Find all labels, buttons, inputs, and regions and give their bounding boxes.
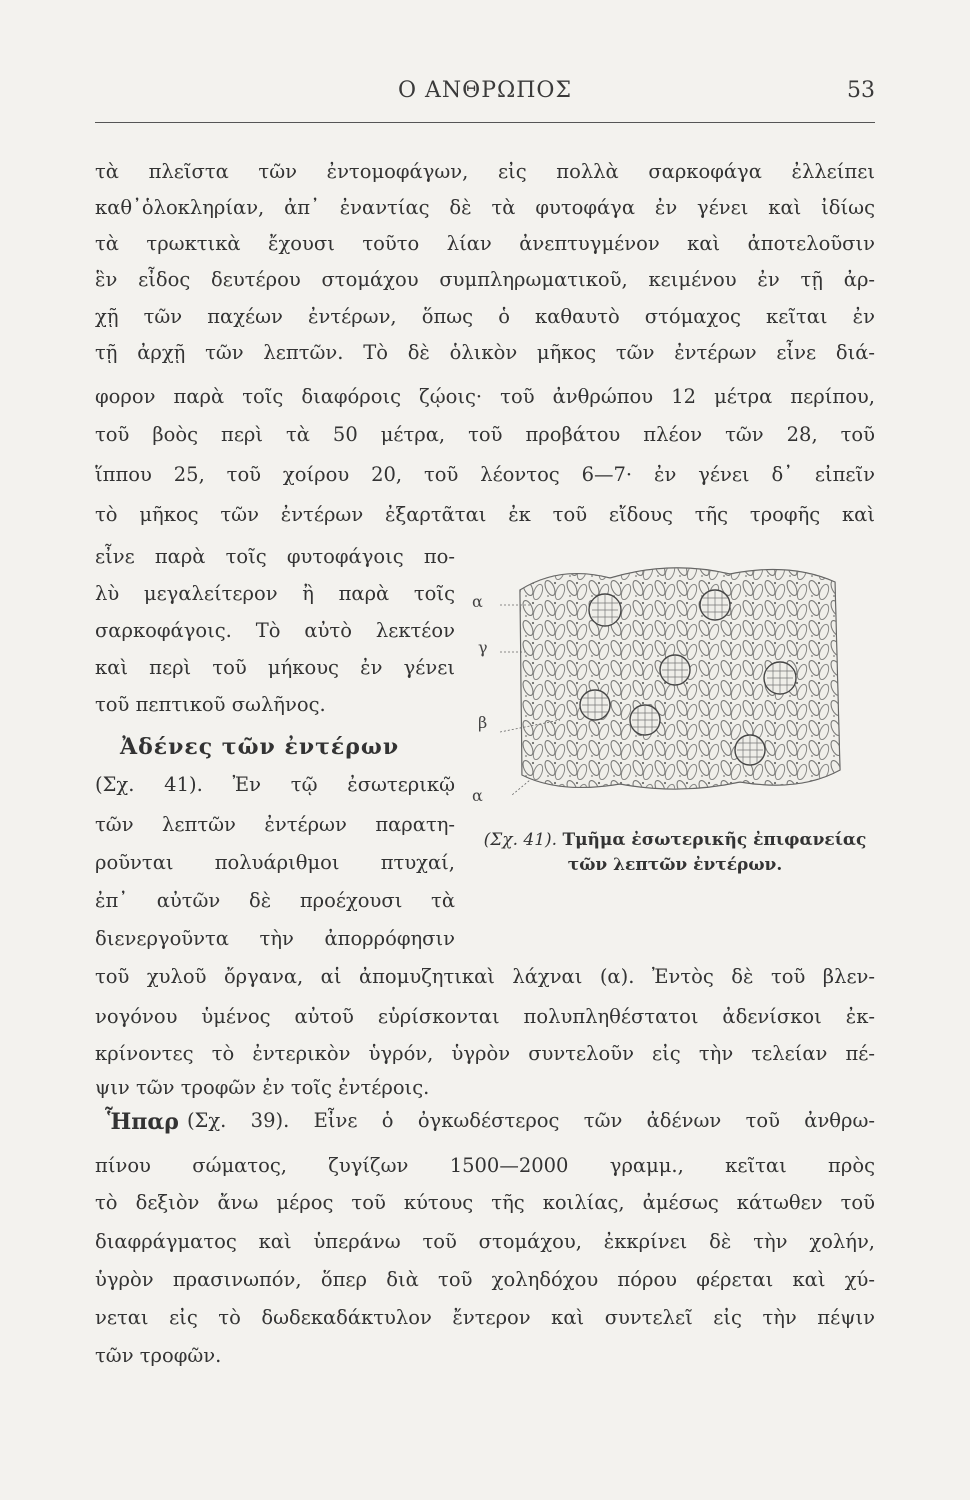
text-line: ἵππου 25, τοῦ χοίρου 20, τοῦ λέοντος 6—7· ἐν γένει δ᾽ εἰπεῖν — [95, 463, 875, 486]
text-line: χῇ τῶν παχέων ἐντέρων, ὅπως ὁ καθαυτὸ στόμαχος κεῖται ἐν — [95, 305, 875, 328]
hepar-heading: Ἧπαρ — [105, 1109, 179, 1135]
text-line: (Σχ. 41). Ἐν τῷ ἐσωτερικῷ — [95, 773, 455, 796]
text-line: διενεργοῦντα τὴν ἀπορρόφησιν — [95, 927, 455, 950]
running-title: Ο ΑΝΘΡΩΠΟΣ — [397, 78, 573, 103]
text-line: ὑγρὸν πρασινωπόν, ὅπερ διὰ τοῦ χοληδόχου πόρου φέρεται καὶ χύ- — [95, 1268, 875, 1291]
text-line: ροῦνται πολυάριθμοι πτυχαί, — [95, 851, 455, 874]
text-line: τὰ τρωκτικὰ ἔχουσι τοῦτο λίαν ἀνεπτυγμένον καὶ ἀποτελοῦσιν — [95, 232, 875, 255]
text-line: ἓν εἶδος δευτέρου στομάχου συμπληρωματικοῦ, κειμένου ἐν τῇ ἀρ- — [95, 268, 875, 291]
text-line: εἶνε παρὰ τοῖς φυτοφάγοις πο- — [95, 545, 455, 568]
running-head — [95, 78, 875, 108]
text-line: τὸ δεξιὸν ἄνω μέρος τοῦ κύτους τῆς κοιλίας, ἀμέσως κάτωθεν τοῦ — [95, 1191, 875, 1214]
text-line: νογόνου ὑμένος αὐτοῦ εὑρίσκονται πολυπληθέστατοι ἀδενίσκοι ἐκ- — [95, 1005, 875, 1028]
section-heading: Ἀδένες τῶν ἐντέρων — [120, 734, 400, 760]
caption-ref: (Σχ. 41). — [483, 830, 558, 850]
caption-text: Τμῆμα ἐσωτερικῆς ἐπιφανείας τῶν λεπτῶν ἐντέρων. — [562, 830, 867, 875]
page-number: 53 — [847, 78, 875, 103]
intestine-figure — [468, 548, 878, 808]
text-line: ἐπ᾽ αὐτῶν δὲ προέχουσι τὰ — [95, 889, 455, 912]
text-line: ψιν τῶν τροφῶν ἐν τοῖς ἐντέροις. — [95, 1076, 430, 1099]
text-line: τὰ πλεῖστα τῶν ἐντομοφάγων, εἰς πολλὰ σαρκοφάγα ἐλλείπει — [95, 160, 875, 183]
figure-label: α — [472, 786, 483, 805]
figure-label: α — [472, 592, 483, 611]
text-line: τῇ ἀρχῇ τῶν λεπτῶν. Τὸ δὲ ὁλικὸν μῆκος τῶν ἐντέρων εἶνε διά- — [95, 341, 875, 364]
text-line: (Σχ. 39). Εἶνε ὁ ὀγκωδέστερος τῶν ἀδένων τοῦ ἀνθρω- — [186, 1109, 875, 1132]
text-line: τοῦ χυλοῦ ὄργανα, αἱ ἀπομυζητικαὶ λάχναι (α). Ἐντὸς δὲ τοῦ βλεν- — [95, 965, 875, 988]
text-line: τοῦ πεπτικοῦ σωλῆνος. — [95, 693, 326, 716]
text-line: λὺ μεγαλείτερον ἢ παρὰ τοῖς — [95, 582, 455, 605]
header-rule — [95, 122, 875, 123]
figure-label: β — [478, 713, 488, 732]
villi-illustration — [500, 560, 850, 795]
text-line: τῶν λεπτῶν ἐντέρων παρατη- — [95, 813, 455, 836]
text-line: καὶ περὶ τοῦ μήκους ἐν γένει — [95, 656, 455, 679]
text-line: τὸ μῆκος τῶν ἐντέρων ἐξαρτᾶται ἐκ τοῦ εἴδους τῆς τροφῆς καὶ — [95, 503, 875, 526]
text-line: νεται εἰς τὸ δωδεκαδάκτυλον ἔντερον καὶ συντελεῖ εἰς τὴν πέψιν — [95, 1306, 875, 1329]
text-line: κρίνοντες τὸ ἐντερικὸν ὑγρόν, ὑγρὸν συντελοῦν εἰς τὴν τελείαν πέ- — [95, 1042, 875, 1065]
text-line: φορον παρὰ τοῖς διαφόροις ζῴοις· τοῦ ἀνθρώπου 12 μέτρα περίπου, — [95, 385, 875, 408]
text-line: διαφράγματος καὶ ὑπεράνω τοῦ στομάχου, ἐκκρίνει δὲ τὴν χολήν, — [95, 1230, 875, 1253]
figure-label: γ — [478, 638, 488, 657]
text-line: τοῦ βοὸς περὶ τὰ 50 μέτρα, τοῦ προβάτου πλέον τῶν 28, τοῦ — [95, 423, 875, 446]
text-line: πίνου σώματος, ζυγίζων 1500—2000 γραμμ., κεῖται πρὸς — [95, 1154, 875, 1177]
figure-caption — [470, 828, 880, 877]
hepar-first-line — [105, 1111, 875, 1133]
text-line: σαρκοφάγοις. Τὸ αὐτὸ λεκτέον — [95, 619, 455, 642]
text-line: τῶν τροφῶν. — [95, 1344, 222, 1367]
text-line: καθ᾽ὁλοκληρίαν, ἀπ᾽ ἐναντίας δὲ τὰ φυτοφάγα ἐν γένει καὶ ἰδίως — [95, 196, 875, 219]
